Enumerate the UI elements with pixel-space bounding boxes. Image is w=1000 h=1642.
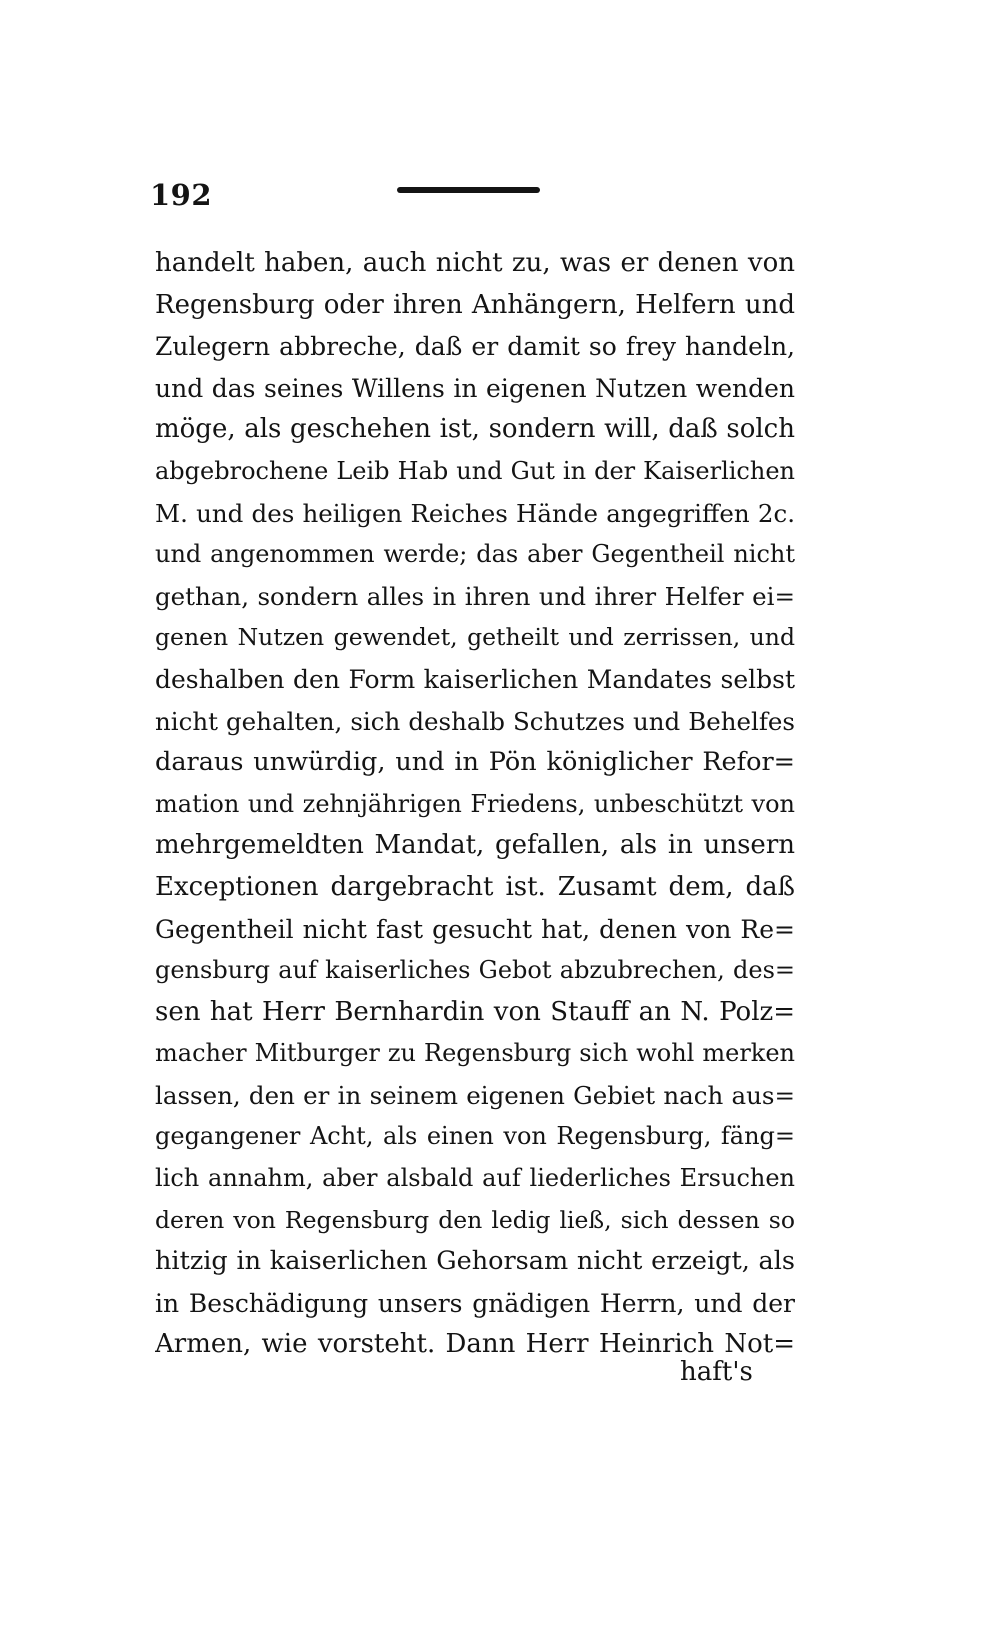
text-line: und angenommen werde; das aber Gegentheil nicht bbox=[155, 540, 795, 569]
text-line: mation und zehnjährigen Friedens, unbeschützt von bbox=[155, 789, 795, 818]
text-line: gethan, sondern alles in ihren und ihrer Helfer ei= bbox=[155, 581, 795, 611]
text-line: gegangener Acht, als einen von Regensburg, fäng= bbox=[155, 1122, 795, 1151]
text-line: Exceptionen dargebracht ist. Zusamt dem, daß bbox=[155, 871, 795, 902]
catchword: haft's bbox=[680, 1357, 753, 1387]
text-line: und das seines Willens in eigenen Nutzen wenden bbox=[155, 373, 795, 403]
text-line: genen Nutzen gewendet, getheilt und zerrissen, und bbox=[155, 623, 795, 652]
text-line: mehrgemeldten Mandat, gefallen, als in unsern bbox=[155, 830, 795, 861]
text-line: gensburg auf kaiserliches Gebot abzubrechen, des= bbox=[155, 956, 795, 985]
header-rule bbox=[397, 187, 540, 193]
text-line: möge, als geschehen ist, sondern will, daß solch bbox=[155, 414, 795, 445]
text-line: lassen, den er in seinem eigenen Gebiet nach aus= bbox=[155, 1080, 795, 1110]
text-line: abgebrochene Leib Hab und Gut in der Kaiserlichen bbox=[155, 456, 795, 485]
text-line: in Beschädigung unsers gnädigen Herrn, und der bbox=[155, 1288, 795, 1318]
text-line: macher Mitburger zu Regensburg sich wohl merken bbox=[155, 1039, 795, 1068]
text-line: lich annahm, aber alsbald auf liederliches Ersuchen bbox=[155, 1164, 795, 1193]
text-line: nicht gehalten, sich deshalb Schutzes und Behelfes bbox=[155, 706, 795, 736]
text-line: Gegentheil nicht fast gesucht hat, denen von Re= bbox=[155, 914, 795, 944]
text-line: deren von Regensburg den ledig ließ, sich dessen so bbox=[155, 1205, 795, 1234]
text-line: sen hat Herr Bernhardin von Stauff an N. Polz= bbox=[155, 996, 795, 1027]
text-line: hitzig in kaiserlichen Gehorsam nicht erzeigt, als bbox=[155, 1246, 795, 1277]
text-line: M. und des heiligen Reiches Hände angegriffen 2c. bbox=[155, 498, 795, 528]
body-text bbox=[155, 243, 795, 1366]
text-line: handelt haben, auch nicht zu, was er denen von bbox=[155, 248, 795, 278]
text-line: Regensburg oder ihren Anhängern, Helfern und bbox=[155, 289, 795, 320]
text-line: daraus unwürdig, und in Pön königlicher Refor= bbox=[155, 747, 795, 778]
text-line: deshalben den Form kaiserlichen Mandates selbst bbox=[155, 664, 795, 694]
text-line: Armen, wie vorsteht. Dann Herr Heinrich Not= bbox=[155, 1329, 795, 1360]
page-number: 192 bbox=[150, 178, 213, 212]
text-line: Zulegern abbreche, daß er damit so frey handeln, bbox=[155, 332, 795, 362]
